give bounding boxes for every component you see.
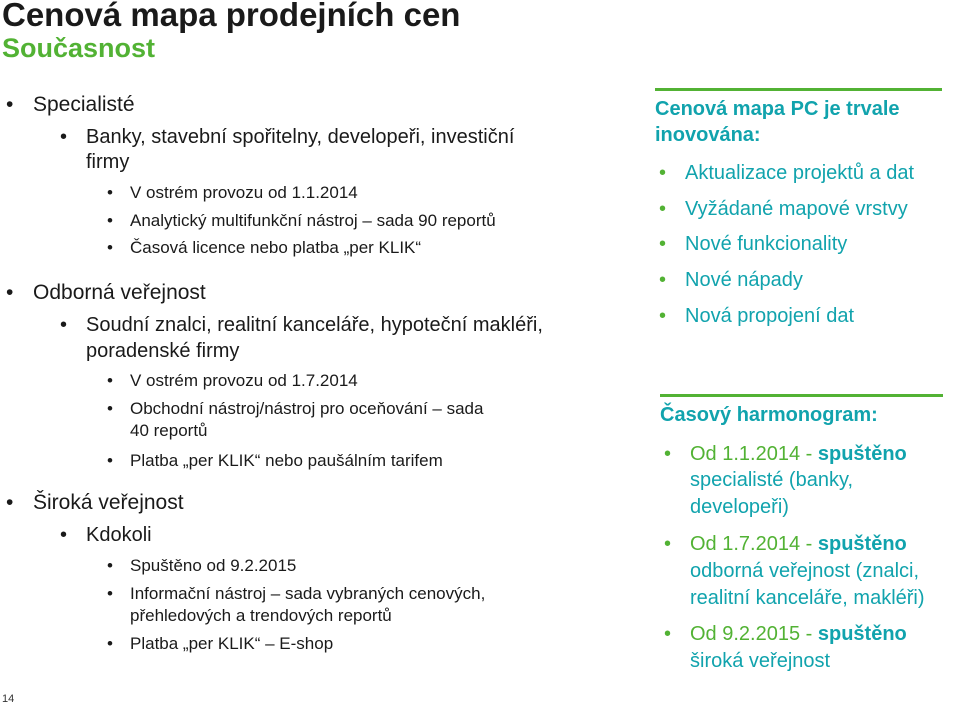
bullet-icon: • — [6, 281, 14, 304]
bullet-icon: • — [107, 584, 113, 603]
schedule-entry — [690, 443, 907, 466]
bullet-icon: • — [107, 634, 113, 653]
bullet-icon: • — [107, 211, 113, 230]
bullet-icon: • — [664, 533, 672, 555]
list-item: Vyžádané mapové vrstvy — [685, 198, 908, 220]
list-item: Nové funkcionality — [685, 233, 848, 255]
list-item: přehledových a trendových reportů — [130, 606, 392, 625]
bullet-icon: • — [107, 399, 113, 418]
divider-line — [660, 394, 943, 397]
innovation-heading: Cenová mapa PC je trvale — [655, 98, 900, 120]
bullet-icon: • — [60, 314, 68, 336]
list-item: Analytický multifunkční nástroj – sada 90 reportů — [130, 211, 496, 230]
slide-subtitle: Současnost — [2, 33, 156, 63]
bullet-icon: • — [6, 491, 14, 514]
group-subitem: Banky, stavební spořitelny, developeři, investiční — [86, 126, 515, 148]
bullet-icon: • — [659, 198, 667, 220]
schedule-entry — [690, 623, 907, 646]
schedule-entry — [690, 533, 907, 556]
list-item: Nové nápady — [685, 269, 803, 291]
slide-title: Cenová mapa prodejních cen — [2, 0, 461, 33]
schedule-status: spuštěno — [817, 533, 907, 555]
bullet-icon: • — [107, 451, 113, 470]
bullet-icon: • — [107, 183, 113, 202]
schedule-detail: široká veřejnost — [690, 650, 831, 672]
schedule-detail: odborná veřejnost (znalci, — [690, 560, 920, 582]
list-item: Platba „per KLIK“ – E-shop — [130, 634, 334, 653]
group-heading: Specialisté — [33, 93, 135, 116]
list-item: 40 reportů — [130, 421, 208, 440]
bullet-icon: • — [659, 162, 667, 184]
bullet-icon: • — [6, 93, 14, 116]
list-item: Informační nástroj – sada vybraných cenových, — [130, 584, 486, 603]
schedule-heading: Časový harmonogram: — [660, 404, 878, 426]
bullet-icon: • — [60, 126, 68, 148]
group-subitem: poradenské firmy — [86, 340, 240, 362]
schedule-status: spuštěno — [817, 443, 907, 465]
list-item: Nová propojení dat — [685, 305, 855, 327]
list-item: Platba „per KLIK“ nebo paušálním tarifem — [130, 451, 443, 470]
list-item: Aktualizace projektů a dat — [685, 162, 915, 184]
bullet-icon: • — [107, 238, 113, 257]
schedule-date: Od 1.1.2014 - — [690, 443, 818, 465]
group-subitem: firmy — [86, 151, 130, 173]
list-item: Obchodní nástroj/nástroj pro oceňování – sada — [130, 399, 484, 418]
group-heading: Odborná veřejnost — [33, 281, 206, 304]
page-number: 14 — [2, 693, 15, 705]
innovation-heading: inovována: — [655, 124, 761, 146]
list-item: V ostrém provozu od 1.1.2014 — [130, 183, 358, 202]
bullet-icon: • — [107, 556, 113, 575]
group-subitem: Soudní znalci, realitní kanceláře, hypoteční makléři, — [86, 314, 543, 336]
divider-line — [655, 88, 942, 91]
schedule-detail: developeři) — [690, 496, 789, 518]
schedule-detail: realitní kanceláře, makléři) — [690, 587, 925, 609]
bullet-icon: • — [664, 623, 672, 645]
group-heading: Široká veřejnost — [33, 491, 184, 514]
list-item: Časová licence nebo platba „per KLIK“ — [130, 238, 422, 257]
bullet-icon: • — [659, 305, 667, 327]
group-subitem: Kdokoli — [86, 524, 152, 546]
schedule-date: Od 1.7.2014 - — [690, 533, 818, 555]
list-item: V ostrém provozu od 1.7.2014 — [130, 371, 358, 390]
bullet-icon: • — [659, 233, 667, 255]
bullet-icon: • — [107, 371, 113, 390]
schedule-date: Od 9.2.2015 - — [690, 623, 818, 645]
bullet-icon: • — [664, 443, 672, 465]
schedule-status: spuštěno — [817, 623, 907, 645]
list-item: Spuštěno od 9.2.2015 — [130, 556, 297, 575]
schedule-detail: specialisté (banky, — [690, 469, 854, 491]
bullet-icon: • — [60, 524, 68, 546]
bullet-icon: • — [659, 269, 667, 291]
